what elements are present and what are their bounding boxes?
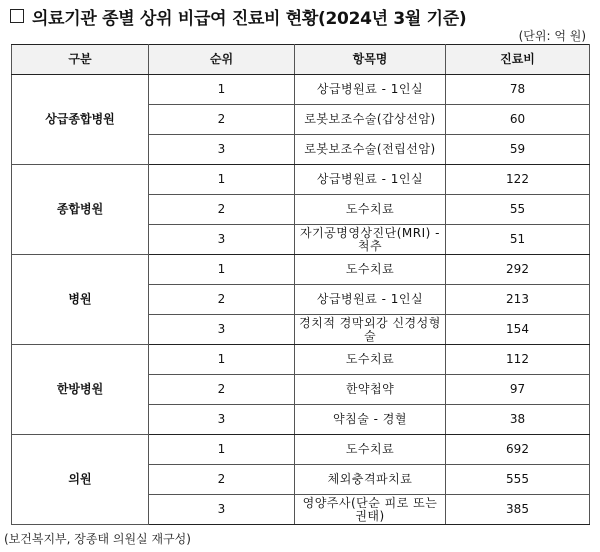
item-cell: 상급병원료 - 1인실 xyxy=(295,75,446,105)
rank-cell: 1 xyxy=(149,435,295,465)
checkbox-square-icon xyxy=(10,9,24,23)
item-cell: 상급병원료 - 1인실 xyxy=(295,285,446,315)
rank-cell: 3 xyxy=(149,495,295,525)
rank-cell: 3 xyxy=(149,405,295,435)
cost-cell: 385 xyxy=(446,495,590,525)
table-row xyxy=(12,75,590,105)
cost-cell: 112 xyxy=(446,345,590,375)
table-row xyxy=(12,435,590,465)
item-cell: 도수치료 xyxy=(295,255,446,285)
item-cell: 자기공명영상진단(MRI) - 척추 xyxy=(295,225,446,255)
cost-cell: 154 xyxy=(446,315,590,345)
cost-cell: 60 xyxy=(446,105,590,135)
rank-cell: 3 xyxy=(149,315,295,345)
rank-cell: 2 xyxy=(149,285,295,315)
cost-cell: 78 xyxy=(446,75,590,105)
rank-cell: 3 xyxy=(149,135,295,165)
title-text: 의료기관 종별 상위 비급여 진료비 현황(2024년 3월 기준) xyxy=(32,8,467,29)
item-cell: 상급병원료 - 1인실 xyxy=(295,165,446,195)
item-cell: 로봇보조수술(갑상선암) xyxy=(295,105,446,135)
rank-cell: 2 xyxy=(149,195,295,225)
item-cell: 영양주사(단순 피로 또는 권태) xyxy=(295,495,446,525)
rank-cell: 3 xyxy=(149,225,295,255)
category-cell: 의원 xyxy=(12,435,149,525)
item-cell: 체외충격파치료 xyxy=(295,465,446,495)
header-rank: 순위 xyxy=(149,45,295,75)
cost-cell: 51 xyxy=(446,225,590,255)
category-cell: 한방병원 xyxy=(12,345,149,435)
cost-cell: 213 xyxy=(446,285,590,315)
rank-cell: 2 xyxy=(149,465,295,495)
document-title xyxy=(6,4,466,28)
category-cell: 병원 xyxy=(12,255,149,345)
rank-cell: 1 xyxy=(149,345,295,375)
rank-cell: 2 xyxy=(149,105,295,135)
cost-cell: 555 xyxy=(446,465,590,495)
item-cell: 경치적 경막외강 신경성형술 xyxy=(295,315,446,345)
item-cell: 도수치료 xyxy=(295,195,446,225)
table-body xyxy=(12,75,590,525)
item-cell: 한약첩약 xyxy=(295,375,446,405)
item-cell: 로봇보조수술(전립선암) xyxy=(295,135,446,165)
cost-table xyxy=(11,44,590,525)
item-cell: 약침술 - 경혈 xyxy=(295,405,446,435)
header-cost: 진료비 xyxy=(446,45,590,75)
rank-cell: 1 xyxy=(149,165,295,195)
rank-cell: 1 xyxy=(149,255,295,285)
category-cell: 상급종합병원 xyxy=(12,75,149,165)
rank-cell: 2 xyxy=(149,375,295,405)
cost-cell: 692 xyxy=(446,435,590,465)
cost-cell: 122 xyxy=(446,165,590,195)
cost-cell: 38 xyxy=(446,405,590,435)
item-cell: 도수치료 xyxy=(295,435,446,465)
rank-cell: 1 xyxy=(149,75,295,105)
table-row xyxy=(12,165,590,195)
table-row xyxy=(12,345,590,375)
cost-cell: 292 xyxy=(446,255,590,285)
category-cell: 종합병원 xyxy=(12,165,149,255)
cost-cell: 59 xyxy=(446,135,590,165)
header-item: 항목명 xyxy=(295,45,446,75)
cost-cell: 55 xyxy=(446,195,590,225)
header-row xyxy=(12,45,590,75)
table-row xyxy=(12,255,590,285)
header-category: 구분 xyxy=(12,45,149,75)
source-note: (보건복지부, 장종태 의원실 재구성) xyxy=(4,532,191,546)
cost-cell: 97 xyxy=(446,375,590,405)
unit-label: (단위: 억 원) xyxy=(518,29,586,43)
item-cell: 도수치료 xyxy=(295,345,446,375)
